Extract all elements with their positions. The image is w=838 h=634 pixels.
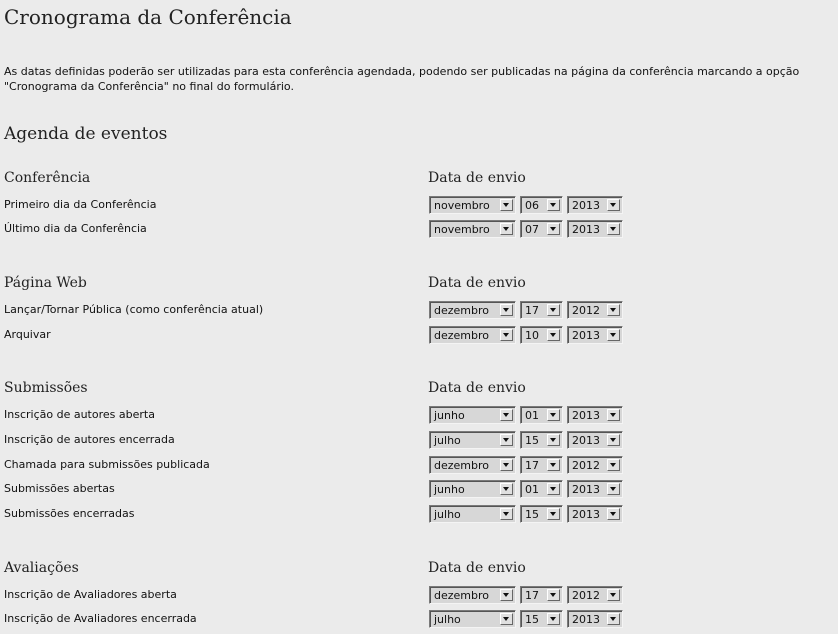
schedule-row	[0, 431, 838, 455]
chevron-down-icon[interactable]	[547, 304, 560, 316]
chevron-down-icon[interactable]	[607, 508, 620, 520]
year-select[interactable]: 2013	[567, 505, 623, 523]
schedule-row	[0, 505, 838, 529]
schedule-row	[0, 610, 838, 634]
year-select[interactable]: 2013	[567, 480, 623, 498]
schedule-row	[0, 326, 838, 350]
chevron-down-icon[interactable]	[547, 589, 560, 601]
date-column-label: Data de envio	[428, 380, 526, 396]
day-select[interactable]: 15	[520, 610, 563, 628]
row-label: Inscrição de Avaliadores encerrada	[4, 612, 197, 625]
chevron-down-icon[interactable]	[500, 409, 513, 421]
chevron-down-icon[interactable]	[500, 434, 513, 446]
section-heading: Conferência	[4, 170, 91, 186]
section-heading: Página Web	[4, 275, 87, 291]
day-select[interactable]: 01	[520, 480, 563, 498]
schedule-row	[0, 220, 838, 244]
day-select[interactable]: 15	[520, 505, 563, 523]
year-select[interactable]: 2012	[567, 456, 623, 474]
page-title: Cronograma da Conferência	[4, 5, 292, 29]
month-select[interactable]: julho	[429, 610, 516, 628]
row-label: Último dia da Conferência	[4, 222, 147, 235]
chevron-down-icon[interactable]	[500, 459, 513, 471]
chevron-down-icon[interactable]	[500, 508, 513, 520]
month-select[interactable]: novembro	[429, 220, 516, 238]
year-select[interactable]: 2012	[567, 586, 623, 604]
day-select[interactable]: 17	[520, 586, 563, 604]
row-label: Submissões abertas	[4, 482, 115, 495]
chevron-down-icon[interactable]	[547, 329, 560, 341]
row-label: Chamada para submissões publicada	[4, 458, 210, 471]
chevron-down-icon[interactable]	[500, 613, 513, 625]
row-label: Arquivar	[4, 328, 51, 341]
date-column-label: Data de envio	[428, 560, 526, 576]
month-select[interactable]: junho	[429, 480, 516, 498]
agenda-heading: Agenda de eventos	[4, 124, 168, 144]
chevron-down-icon[interactable]	[607, 329, 620, 341]
year-select[interactable]: 2012	[567, 301, 623, 319]
chevron-down-icon[interactable]	[500, 223, 513, 235]
schedule-row	[0, 406, 838, 430]
chevron-down-icon[interactable]	[547, 613, 560, 625]
chevron-down-icon[interactable]	[607, 459, 620, 471]
year-select[interactable]: 2013	[567, 196, 623, 214]
chevron-down-icon[interactable]	[500, 329, 513, 341]
day-select[interactable]: 17	[520, 456, 563, 474]
row-label: Submissões encerradas	[4, 507, 135, 520]
month-select[interactable]: dezembro	[429, 301, 516, 319]
schedule-row	[0, 480, 838, 504]
year-select[interactable]: 2013	[567, 326, 623, 344]
year-select[interactable]: 2013	[567, 431, 623, 449]
day-select[interactable]: 15	[520, 431, 563, 449]
day-select[interactable]: 01	[520, 406, 563, 424]
day-select[interactable]: 06	[520, 196, 563, 214]
schedule-row	[0, 586, 838, 610]
chevron-down-icon[interactable]	[500, 589, 513, 601]
day-select[interactable]: 07	[520, 220, 563, 238]
day-select[interactable]: 10	[520, 326, 563, 344]
date-column-label: Data de envio	[428, 170, 526, 186]
month-select[interactable]: julho	[429, 431, 516, 449]
chevron-down-icon[interactable]	[607, 483, 620, 495]
chevron-down-icon[interactable]	[500, 483, 513, 495]
chevron-down-icon[interactable]	[607, 199, 620, 211]
chevron-down-icon[interactable]	[607, 304, 620, 316]
day-select[interactable]: 17	[520, 301, 563, 319]
schedule-row	[0, 196, 838, 220]
chevron-down-icon[interactable]	[607, 434, 620, 446]
intro-text: As datas definidas poderão ser utilizadas para esta conferência agendada, podendo ser publicadas na página da conferência marcando a opção "Cronograma da Conferência" no final do formulário.	[4, 65, 800, 93]
date-column-label: Data de envio	[428, 275, 526, 291]
month-select[interactable]: julho	[429, 505, 516, 523]
row-label: Inscrição de Avaliadores aberta	[4, 588, 177, 601]
month-select[interactable]: dezembro	[429, 586, 516, 604]
row-label: Inscrição de autores aberta	[4, 408, 155, 421]
chevron-down-icon[interactable]	[607, 409, 620, 421]
row-label: Inscrição de autores encerrada	[4, 433, 175, 446]
chevron-down-icon[interactable]	[547, 459, 560, 471]
month-select[interactable]: novembro	[429, 196, 516, 214]
row-label: Lançar/Tornar Pública (como conferência atual)	[4, 303, 264, 316]
chevron-down-icon[interactable]	[607, 589, 620, 601]
year-select[interactable]: 2013	[567, 406, 623, 424]
chevron-down-icon[interactable]	[547, 223, 560, 235]
chevron-down-icon[interactable]	[500, 199, 513, 211]
schedule-row	[0, 301, 838, 325]
section-heading: Submissões	[4, 380, 88, 396]
month-select[interactable]: dezembro	[429, 326, 516, 344]
section-heading: Avaliações	[4, 560, 79, 576]
year-select[interactable]: 2013	[567, 610, 623, 628]
chevron-down-icon[interactable]	[547, 434, 560, 446]
schedule-row	[0, 456, 838, 480]
chevron-down-icon[interactable]	[607, 223, 620, 235]
row-label: Primeiro dia da Conferência	[4, 198, 157, 211]
month-select[interactable]: junho	[429, 406, 516, 424]
chevron-down-icon[interactable]	[607, 613, 620, 625]
chevron-down-icon[interactable]	[547, 483, 560, 495]
chevron-down-icon[interactable]	[547, 409, 560, 421]
month-select[interactable]: dezembro	[429, 456, 516, 474]
year-select[interactable]: 2013	[567, 220, 623, 238]
chevron-down-icon[interactable]	[500, 304, 513, 316]
chevron-down-icon[interactable]	[547, 199, 560, 211]
chevron-down-icon[interactable]	[547, 508, 560, 520]
